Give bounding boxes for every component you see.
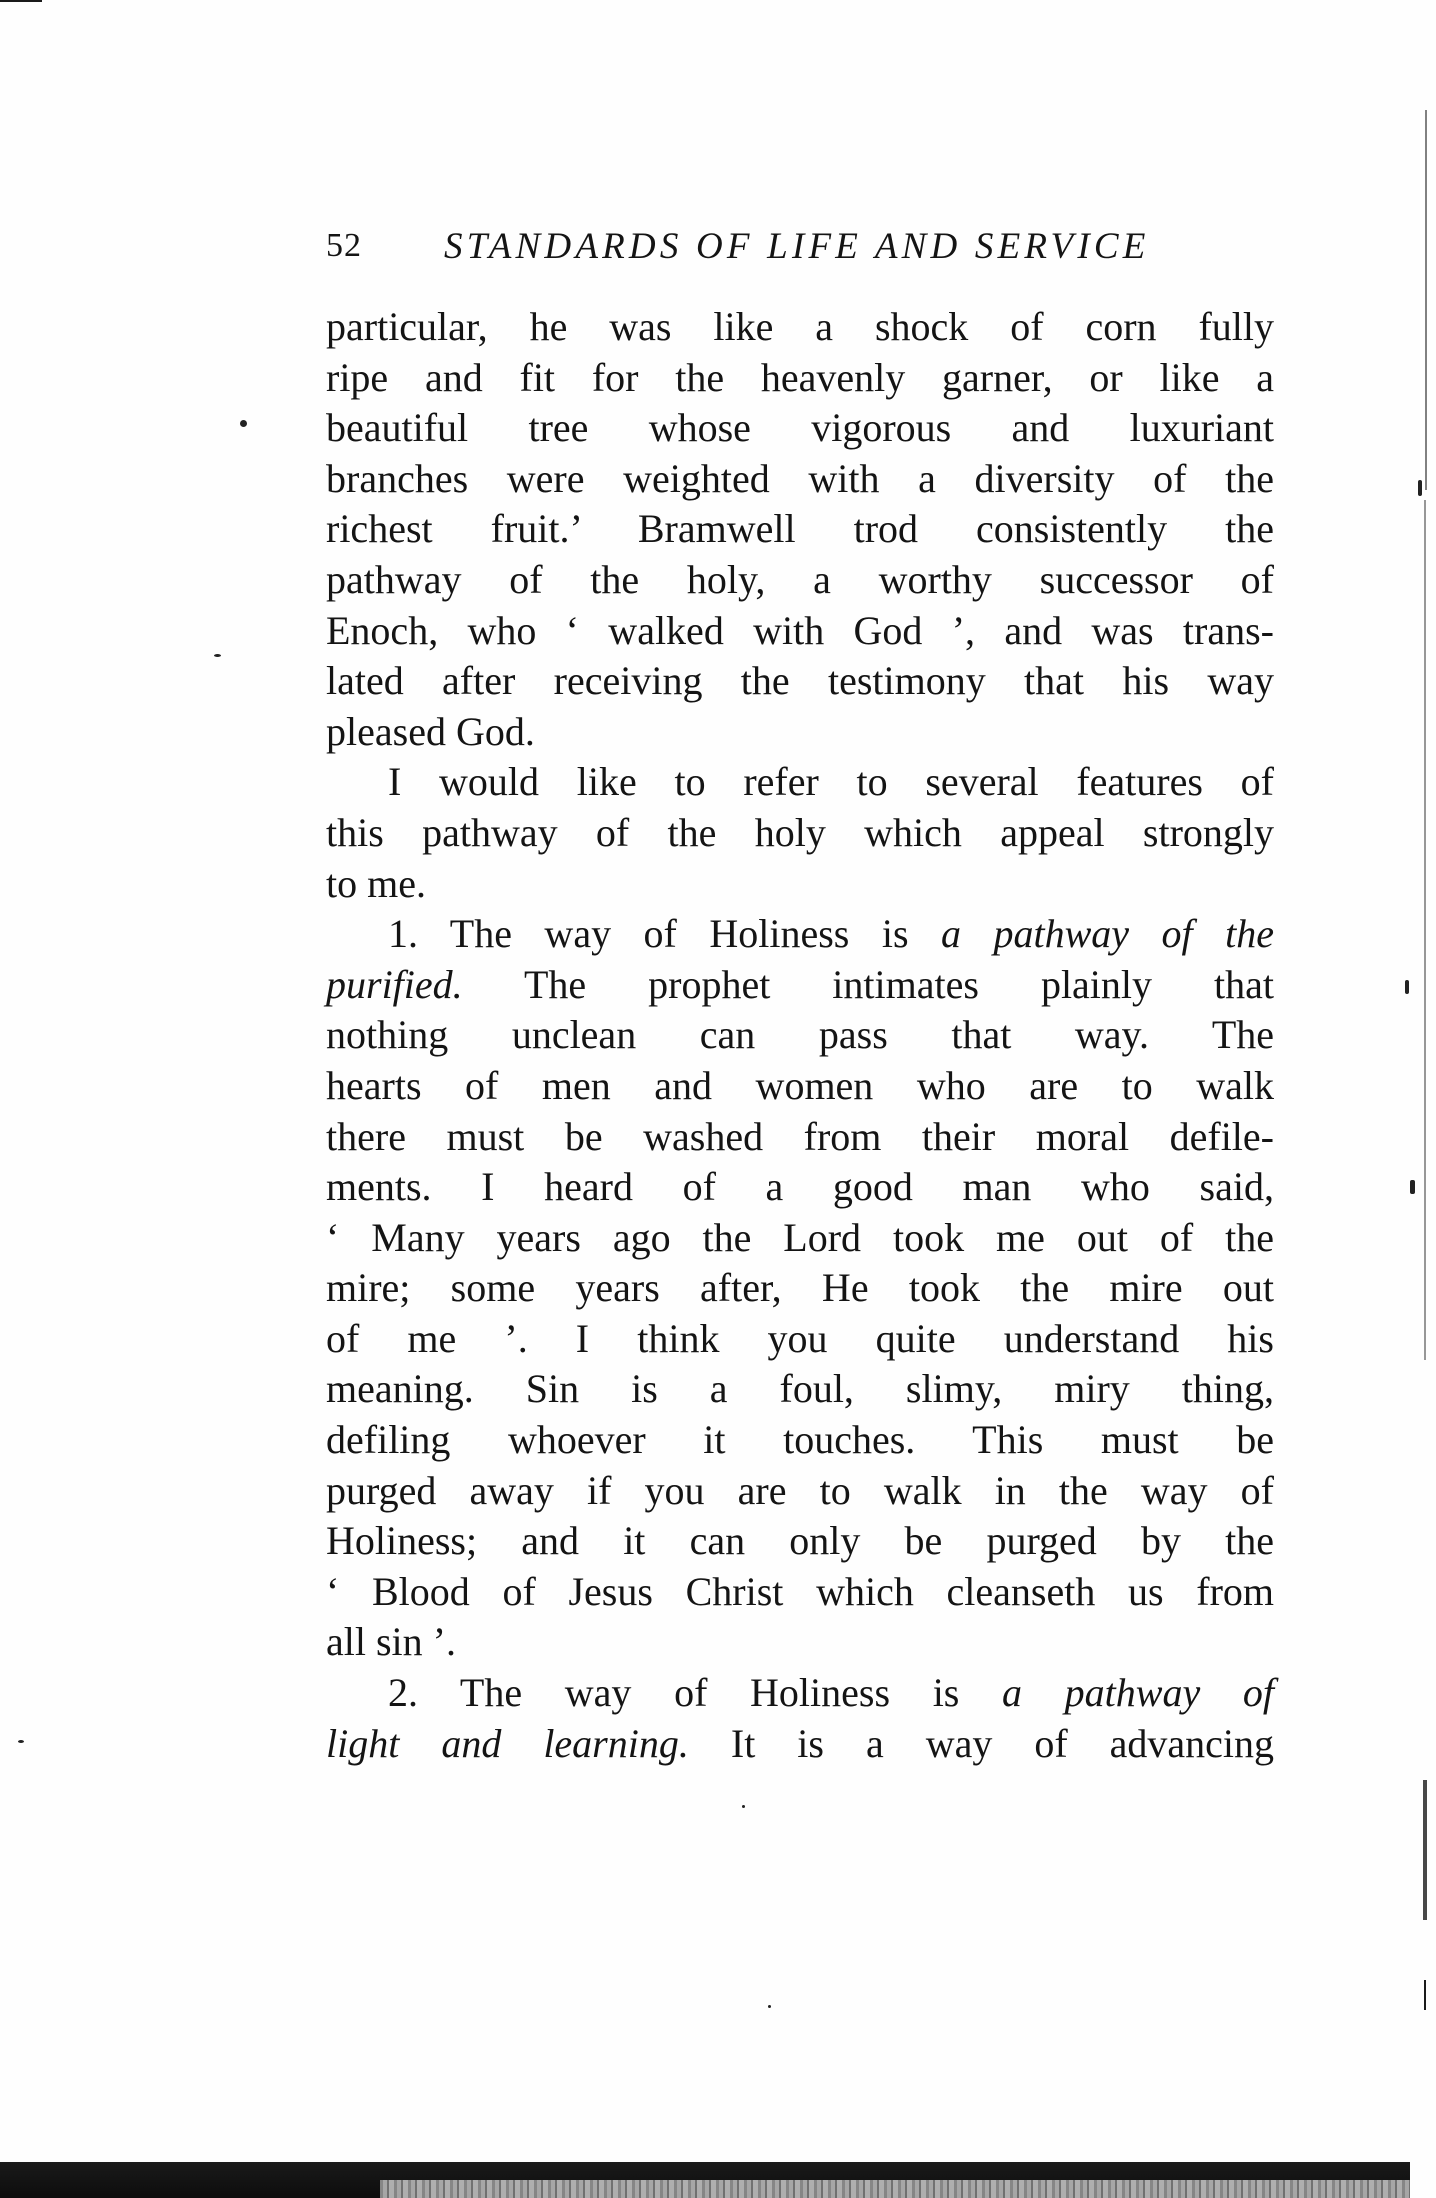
- right-edge-line: [1423, 1780, 1427, 1920]
- text-line: hearts of men and women who are to walk: [326, 1062, 1274, 1108]
- scan-speck: [240, 420, 247, 427]
- text-line: nothing unclean can pass that way. The: [326, 1012, 1274, 1058]
- top-edge-mark: [0, 0, 42, 2]
- text-run: 1. The way of Holiness is: [388, 911, 909, 957]
- italic-run: light and learning.: [326, 1720, 689, 1766]
- text-line: ‘ Many years ago the Lord took me out of the: [326, 1214, 1274, 1260]
- text-line: mire; some years after, He took the mire out: [326, 1265, 1274, 1311]
- bottom-scan-noise: [380, 2180, 1410, 2198]
- text-line: pleased God.: [326, 708, 535, 754]
- text-line: there must be washed from their moral defile-: [326, 1113, 1274, 1159]
- scan-speck: [1418, 480, 1422, 496]
- text-line: lated after receiving the testimony that his way: [326, 658, 1274, 704]
- text-line: to me.: [326, 860, 426, 906]
- text-line: pathway of the holy, a worthy successor of: [326, 556, 1274, 602]
- text-line: Enoch, who ‘ walked with God ’, and was trans-: [326, 607, 1274, 653]
- text-line: ‘ Blood of Jesus Christ which cleanseth us from: [326, 1568, 1274, 1614]
- text-line: Holiness; and it can only be purged by the: [326, 1518, 1274, 1564]
- text-line: ments. I heard of a good man who said,: [326, 1164, 1274, 1210]
- page-number: 52: [326, 227, 362, 264]
- scan-speck: [214, 654, 221, 657]
- scan-speck: [1405, 980, 1409, 994]
- italic-run: purified.: [326, 961, 463, 1007]
- text-line: branches were weighted with a diversity of the: [326, 455, 1274, 501]
- paragraph-start-line: I would like to refer to several features of: [388, 759, 1274, 805]
- paragraph-start-line: [326, 1668, 1274, 1719]
- text-line: meaning. Sin is a foul, slimy, miry thing,: [326, 1366, 1274, 1412]
- text-line: this pathway of the holy which appeal strongly: [326, 809, 1274, 855]
- italic-run: a pathway of the: [941, 911, 1274, 957]
- text-line: defiling whoever it touches. This must be: [326, 1417, 1274, 1463]
- running-header: [326, 225, 1276, 275]
- text-line: richest fruit.’ Bramwell trod consistently the: [326, 506, 1274, 552]
- text-line: beautiful tree whose vigorous and luxuriant: [326, 405, 1274, 451]
- text-line: purged away if you are to walk in the way of: [326, 1467, 1274, 1513]
- text-run: 2. The way of Holiness is: [388, 1670, 960, 1716]
- text-line: [326, 1719, 1274, 1770]
- text-line: [326, 960, 1274, 1011]
- body-text: [326, 302, 1274, 1769]
- right-edge-line: [1424, 500, 1426, 1360]
- right-edge-line: [1425, 110, 1427, 490]
- text-line: ripe and fit for the heavenly garner, or like a: [326, 354, 1274, 400]
- text-line: particular, he was like a shock of corn fully: [326, 304, 1274, 349]
- italic-run: a pathway of: [1002, 1670, 1274, 1716]
- paragraph-start-line: [326, 909, 1274, 960]
- text-line: all sin ’.: [326, 1619, 456, 1665]
- scan-speck: [1410, 1180, 1415, 1194]
- scan-speck: [768, 2005, 771, 2008]
- text-run: The prophet intimates plainly that: [523, 961, 1275, 1007]
- running-title: STANDARDS OF LIFE AND SERVICE: [444, 226, 1150, 267]
- scan-speck: [742, 1805, 745, 1808]
- text-line: of me ’. I think you quite understand his: [326, 1315, 1274, 1361]
- right-edge-line: [1424, 1980, 1426, 2010]
- scan-speck: [18, 1740, 24, 1743]
- text-run: It is a way of advancing: [730, 1720, 1275, 1766]
